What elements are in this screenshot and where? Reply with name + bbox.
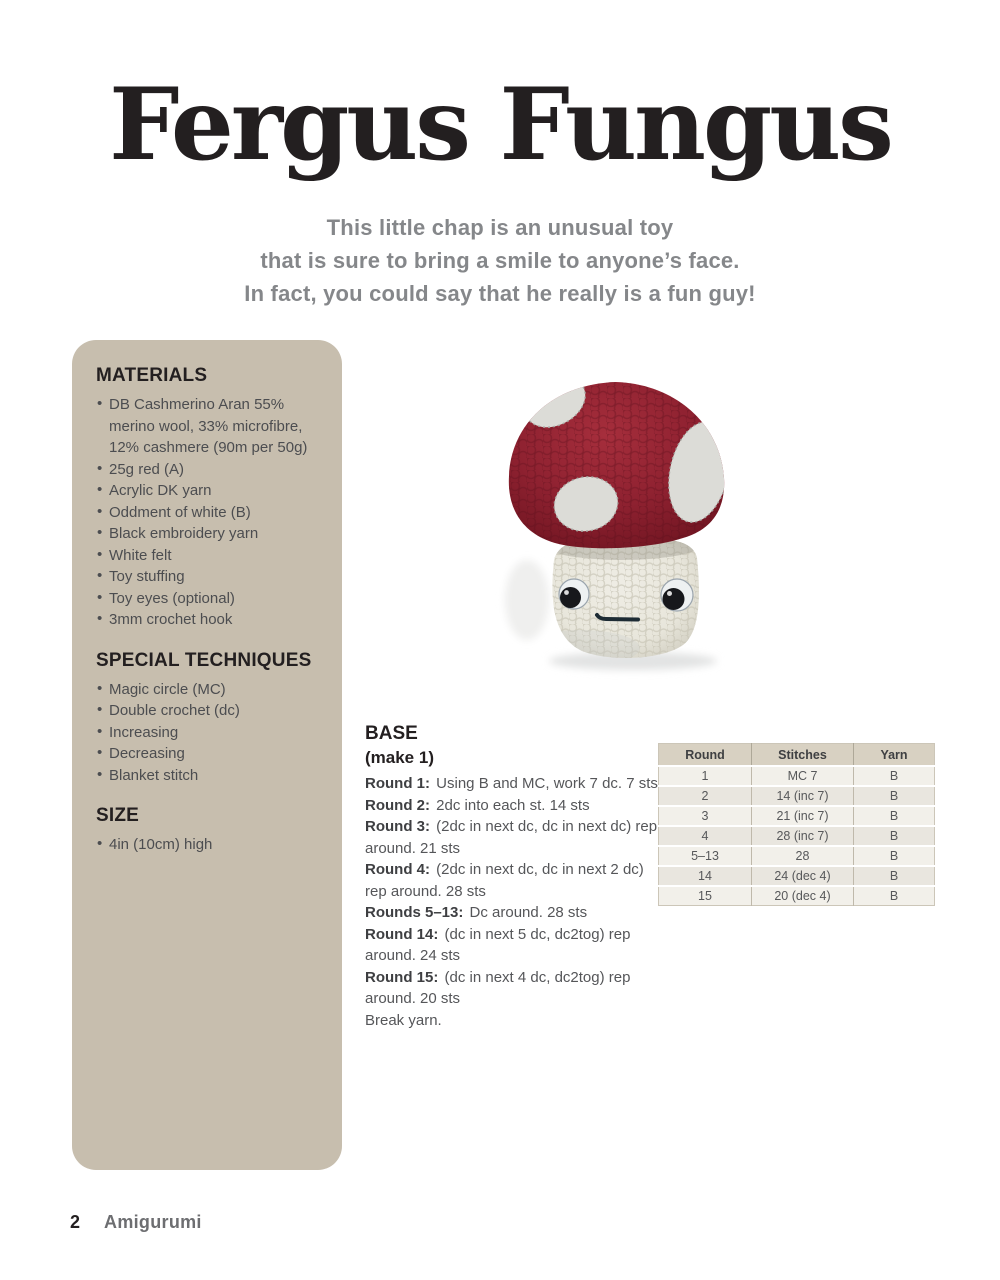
- step-label: Round 4:: [365, 861, 430, 878]
- googly-eye-left: [559, 579, 589, 609]
- table-header-cell: Yarn: [854, 744, 935, 767]
- stitch-count-table: [658, 743, 935, 906]
- table-cell: B: [854, 766, 935, 786]
- list-item: • White felt: [96, 545, 327, 567]
- table-cell: B: [854, 846, 935, 866]
- step-label: Round 15:: [365, 968, 439, 986]
- materials-panel: [72, 340, 342, 1170]
- table-row: [659, 846, 935, 866]
- table-row: [659, 786, 935, 806]
- mushroom-illustration: [415, 338, 760, 683]
- list-item: • Toy stuffing: [96, 566, 327, 588]
- pattern-step: Rounds 5–13: Dc around. 28 sts: [365, 904, 588, 921]
- googly-eye-right: [661, 579, 693, 611]
- table-cell: 28 (inc 7): [752, 826, 854, 846]
- table-cell: B: [854, 866, 935, 886]
- subtitle-line: that is sure to bring a smile to anyone’s face.: [260, 248, 740, 273]
- list-item: • Blanket stitch: [96, 765, 327, 787]
- background-shadow: [505, 560, 549, 640]
- pattern-subheading: (make 1): [365, 748, 434, 767]
- pattern-step: Break yarn.: [365, 1011, 442, 1029]
- list-item: • Increasing: [96, 722, 327, 744]
- sidebar-sections: [96, 366, 327, 856]
- step-label: Round 3:: [365, 818, 430, 835]
- table-row: [659, 866, 935, 886]
- pattern-instructions: [365, 724, 663, 1031]
- section-list: [96, 679, 327, 787]
- book-title: Amigurumi: [104, 1212, 202, 1232]
- table-cell: 4: [659, 826, 752, 846]
- section-list: [96, 394, 327, 631]
- table-cell: 1: [659, 766, 752, 786]
- table-cell: 15: [659, 886, 752, 906]
- table-row: [659, 826, 935, 846]
- mushroom-photo: [415, 338, 760, 683]
- table-cell: MC 7: [752, 766, 854, 786]
- table-cell: 21 (inc 7): [752, 806, 854, 826]
- list-item: • DB Cashmerino Aran 55% merino wool, 33% microfibre, 12% cashmere (90m per 50g): [96, 394, 327, 459]
- table-cell: 14: [659, 866, 752, 886]
- pattern-step: Round 1: Using B and MC, work 7 dc. 7 sts: [365, 775, 658, 792]
- page-title: Fergus Fungus: [109, 67, 891, 183]
- pattern-step: Round 15: (dc in next 4 dc, dc2tog) rep around. 20 sts: [365, 968, 631, 1007]
- mushroom-cap: [509, 367, 738, 549]
- table-cell: 3: [659, 806, 752, 826]
- table-row: [659, 806, 935, 826]
- table-row: [659, 886, 935, 906]
- subtitle-line: This little chap is an unusual toy: [326, 215, 674, 240]
- list-item: • Double crochet (dc): [96, 700, 327, 722]
- step-label: Round 2:: [365, 796, 430, 814]
- list-item: • 3mm crochet hook: [96, 609, 327, 631]
- table-cell: B: [854, 806, 935, 826]
- table-cell: 5–13: [659, 846, 752, 866]
- table-header-row: [659, 744, 935, 767]
- page-subtitle: [0, 211, 1000, 310]
- step-label: Round 1:: [365, 775, 430, 792]
- subtitle-line: In fact, you could say that he really is a fun guy!: [244, 281, 756, 306]
- section-heading: SIZE: [96, 805, 140, 826]
- list-item: • 4in (10cm) high: [96, 834, 327, 856]
- table-header-cell: Stitches: [752, 744, 854, 767]
- step-label: Round 14:: [365, 925, 439, 943]
- table-row: [659, 766, 935, 786]
- step-label: Rounds 5–13:: [365, 904, 464, 921]
- pattern-heading: BASE: [365, 723, 418, 744]
- list-item: • Black embroidery yarn: [96, 523, 327, 545]
- list-item: • 25g red (A): [96, 459, 327, 481]
- table-cell: 14 (inc 7): [752, 786, 854, 806]
- list-item: • Decreasing: [96, 743, 327, 765]
- list-item: • Acrylic DK yarn: [96, 480, 327, 502]
- pattern-step: Round 14: (dc in next 5 dc, dc2tog) rep around. 24 sts: [365, 925, 631, 964]
- list-item: • Toy eyes (optional): [96, 588, 327, 610]
- section-heading: MATERIALS: [96, 365, 208, 386]
- page-number: 2: [70, 1212, 81, 1232]
- list-item: • Magic circle (MC): [96, 679, 327, 701]
- table-cell: 28: [752, 846, 854, 866]
- table-cell: B: [854, 826, 935, 846]
- table-cell: 20 (dec 4): [752, 886, 854, 906]
- pattern-step: Round 3: (2dc in next dc, dc in next dc) rep around. 21 sts: [365, 818, 658, 857]
- pattern-step: Round 2: 2dc into each st. 14 sts: [365, 796, 590, 814]
- table-body: [659, 766, 935, 906]
- pattern-steps: [365, 773, 663, 1031]
- pattern-step: Round 4: (2dc in next dc, dc in next 2 dc) rep around. 28 sts: [365, 861, 644, 900]
- table-cell: 24 (dec 4): [752, 866, 854, 886]
- table-cell: 2: [659, 786, 752, 806]
- table-header-cell: Round: [659, 744, 752, 767]
- section-list: [96, 834, 327, 856]
- section-heading: SPECIAL TECHNIQUES: [96, 649, 312, 671]
- list-item: • Oddment of white (B): [96, 502, 327, 524]
- page-footer: [70, 1212, 202, 1233]
- table-cell: B: [854, 786, 935, 806]
- table-cell: B: [854, 886, 935, 906]
